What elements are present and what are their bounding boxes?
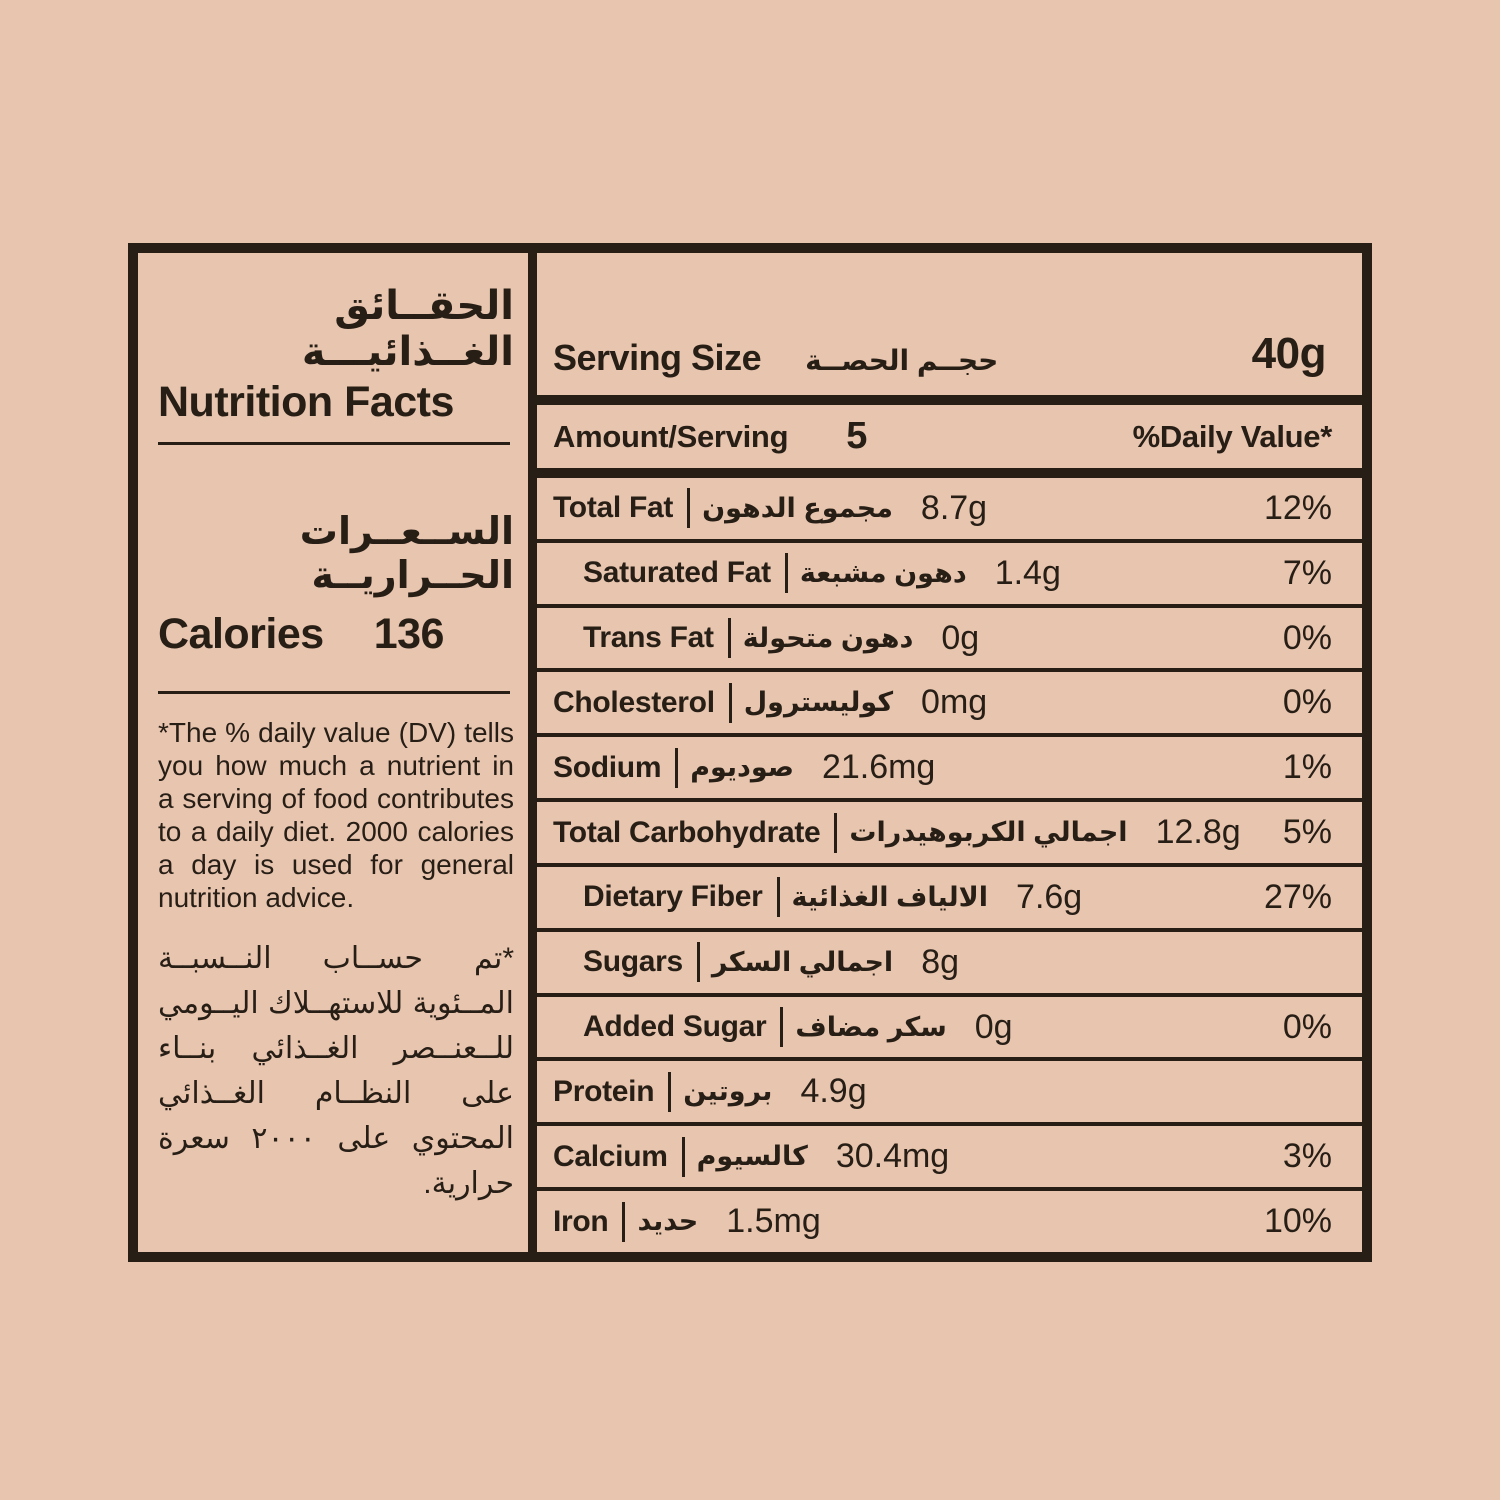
nutrition-table (528, 253, 1362, 1252)
calories-label: Calories (158, 610, 324, 659)
serving-size-value: 40g (1251, 329, 1326, 378)
nutrient-daily-value: 5% (1282, 813, 1332, 852)
nutrient-daily-value: 27% (1263, 877, 1332, 916)
nutrient-name-english: Dietary Fiber (583, 880, 763, 914)
separator-bar (777, 877, 780, 917)
table-row (537, 737, 1362, 802)
nutrient-amount: 8g (921, 942, 960, 981)
nutrient-daily-value: 3% (1282, 1137, 1332, 1176)
table-row (537, 802, 1362, 867)
table-row (537, 1191, 1362, 1252)
nutrient-name-english: Protein (553, 1074, 655, 1108)
nutrient-name-english: Sugars (583, 945, 683, 979)
table-row (537, 997, 1362, 1062)
nutrient-name-arabic: اجمالي الكربوهيدرات (849, 817, 1128, 848)
separator-bar (780, 1007, 783, 1047)
separator-bar (728, 618, 731, 658)
separator-bar (682, 1137, 685, 1177)
nutrient-amount: 0g (974, 1007, 1013, 1046)
serving-size-row (537, 253, 1362, 405)
daily-value-header: %Daily Value* (1132, 418, 1332, 454)
table-row (537, 932, 1362, 997)
nutrient-daily-value: 7% (1282, 553, 1332, 592)
separator-bar (675, 748, 678, 788)
nutrition-facts-label (128, 243, 1372, 1262)
nutrient-daily-value: 1% (1282, 748, 1332, 787)
calories-title-arabic: الســعــرات الحــراريــة (299, 511, 514, 597)
amount-per-serving-row (537, 405, 1362, 478)
nutrient-amount: 0mg (921, 683, 988, 722)
nutrient-name-english: Added Sugar (583, 1010, 767, 1044)
table-row (537, 867, 1362, 932)
separator-bar (697, 942, 700, 982)
nutrient-amount: 1.4g (994, 553, 1061, 592)
separator-bar (622, 1202, 625, 1242)
nutrient-daily-value: 0% (1282, 618, 1332, 657)
nutrient-name-arabic: كوليسترول (743, 687, 894, 718)
calories-row (158, 610, 514, 659)
nutrient-amount: 12.8g (1155, 813, 1241, 852)
nutrient-name-arabic: دهون متحولة (742, 622, 914, 653)
table-row (537, 1126, 1362, 1191)
nutrient-daily-value: 0% (1282, 683, 1332, 722)
separator-bar (668, 1072, 671, 1112)
separator-bar (687, 488, 690, 528)
amount-serving-label: Amount/Serving (553, 418, 789, 454)
calories-value: 136 (373, 610, 444, 659)
nutrient-name-english: Iron (553, 1204, 609, 1238)
nutrient-name-arabic: صوديوم (690, 752, 794, 783)
nutrient-name-arabic: كالسيوم (696, 1141, 808, 1172)
title-english: Nutrition Facts (158, 378, 454, 426)
divider-rule (158, 442, 510, 445)
daily-value-note-arabic: *تم حســاب النــسبــة المــئوية للاستهــلاك اليــومي للــعنــصر الغــذائي بنــاء على النظــام الغــذائي المحتوي على ٢٠٠٠ سعرة حرارية. (158, 942, 514, 1201)
table-row (537, 1061, 1362, 1126)
nutrient-daily-value: 12% (1263, 488, 1332, 527)
table-row (537, 672, 1362, 737)
left-panel (138, 253, 528, 1252)
nutrient-name-english: Sodium (553, 750, 662, 784)
nutrient-amount: 1.5mg (726, 1202, 821, 1241)
title-arabic: الحقــائق الغــذائيـــة (301, 284, 514, 374)
nutrient-amount: 0g (941, 618, 980, 657)
nutrient-amount: 30.4mg (835, 1137, 950, 1176)
table-row (537, 478, 1362, 543)
nutrient-name-english: Trans Fat (583, 621, 714, 655)
nutrient-name-english: Saturated Fat (583, 556, 771, 590)
nutrient-name-arabic: سكر مضاف (795, 1011, 947, 1042)
nutrient-name-arabic: مجموع الدهون (702, 492, 893, 523)
table-row (537, 608, 1362, 673)
amount-serving-value: 5 (846, 415, 868, 457)
nutrient-name-english: Total Fat (553, 491, 674, 525)
divider-rule (158, 691, 510, 694)
nutrient-daily-value: 10% (1263, 1202, 1332, 1241)
nutrient-name-arabic: دهون مشبعة (799, 557, 967, 588)
daily-value-note-english: *The % daily value (DV) tells you how much a nutrient in a serving of food contributes to a daily diet. 2000 calories a day is used for general nutrition advice. (158, 717, 514, 914)
nutrient-amount: 7.6g (1016, 877, 1083, 916)
serving-size-label-arabic: حجــم الحصــة (805, 345, 999, 376)
separator-bar (785, 553, 788, 593)
nutrient-daily-value: 0% (1282, 1007, 1332, 1046)
nutrient-name-english: Calcium (553, 1139, 668, 1173)
nutrient-name-arabic: اجمالي السكر (711, 946, 894, 977)
serving-size-label: Serving Size (553, 337, 762, 378)
nutrient-name-arabic: الالياف الغذائية (791, 881, 989, 912)
nutrient-amount: 21.6mg (821, 748, 936, 787)
nutrient-name-arabic: بروتين (683, 1076, 773, 1107)
nutrient-rows (537, 478, 1362, 1252)
nutrient-name-arabic: حديد (637, 1206, 699, 1237)
separator-bar (729, 683, 732, 723)
nutrient-name-english: Total Carbohydrate (553, 815, 821, 849)
nutrient-amount: 8.7g (920, 488, 988, 527)
nutrient-amount: 4.9g (800, 1072, 867, 1111)
nutrient-name-english: Cholesterol (553, 685, 715, 719)
table-row (537, 543, 1362, 608)
separator-bar (834, 813, 837, 853)
